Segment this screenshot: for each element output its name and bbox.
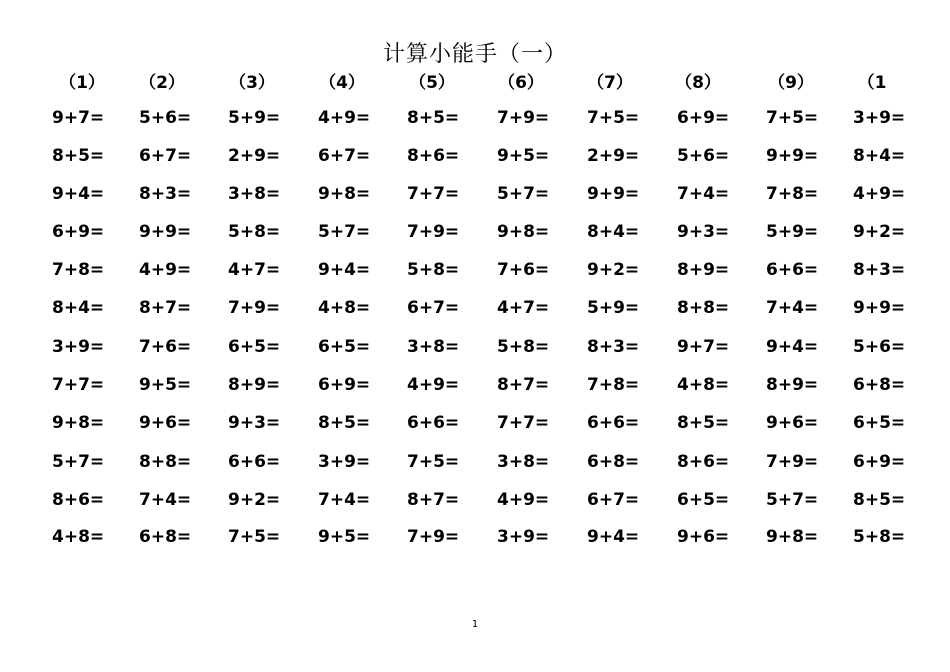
problem-cell: 8+5= (677, 413, 730, 433)
problem-cell: 5+7= (497, 184, 550, 204)
problem-cell: 6+5= (318, 337, 371, 357)
problem-cell: 3+8= (497, 452, 550, 472)
problem-cell: 7+4= (677, 184, 730, 204)
problem-cell: 6+6= (766, 260, 819, 280)
problem-cell: 5+7= (52, 452, 105, 472)
problem-cell: 5+7= (318, 222, 371, 242)
problem-cell: 8+9= (677, 260, 730, 280)
problem-cell: 3+8= (407, 337, 460, 357)
problem-cell: 6+9= (853, 452, 906, 472)
column-header-5: （5） (409, 73, 455, 93)
problem-cell: 3+9= (853, 108, 906, 128)
problem-cell: 6+9= (677, 108, 730, 128)
problem-cell: 7+9= (228, 298, 281, 318)
problem-cell: 9+8= (318, 184, 371, 204)
column-header-3: （3） (229, 73, 275, 93)
problem-cell: 8+3= (587, 337, 640, 357)
problem-cell: 5+8= (853, 527, 906, 547)
problem-cell: 6+7= (139, 146, 192, 166)
problem-cell: 7+9= (766, 452, 819, 472)
problem-cell: 9+6= (677, 527, 730, 547)
problem-cell: 8+5= (853, 490, 906, 510)
problem-cell: 9+9= (139, 222, 192, 242)
problem-cell: 7+9= (407, 222, 460, 242)
problem-cell: 8+7= (497, 375, 550, 395)
problem-cell: 4+9= (853, 184, 906, 204)
problem-cell: 7+5= (407, 452, 460, 472)
problem-cell: 7+7= (407, 184, 460, 204)
problem-cell: 4+8= (52, 527, 105, 547)
problem-cell: 6+9= (52, 222, 105, 242)
problem-cell: 5+6= (677, 146, 730, 166)
problem-cell: 9+2= (228, 490, 281, 510)
column-header-1: （1） (59, 73, 105, 93)
column-header-8: （8） (675, 73, 721, 93)
problem-cell: 9+4= (587, 527, 640, 547)
problem-cell: 9+3= (677, 222, 730, 242)
problem-cell: 9+8= (766, 527, 819, 547)
problem-cell: 4+8= (677, 375, 730, 395)
problem-cell: 9+4= (318, 260, 371, 280)
problem-cell: 9+9= (587, 184, 640, 204)
problem-cell: 5+7= (766, 490, 819, 510)
problem-cell: 5+9= (228, 108, 281, 128)
problem-cell: 5+8= (228, 222, 281, 242)
problem-cell: 7+8= (766, 184, 819, 204)
problem-cell: 4+9= (318, 108, 371, 128)
problem-cell: 4+9= (139, 260, 192, 280)
problem-cell: 2+9= (228, 146, 281, 166)
problem-cell: 6+7= (318, 146, 371, 166)
problem-cell: 7+4= (318, 490, 371, 510)
problem-cell: 7+7= (497, 413, 550, 433)
problem-cell: 8+3= (139, 184, 192, 204)
problem-cell: 9+5= (318, 527, 371, 547)
problem-cell: 5+9= (587, 298, 640, 318)
problem-cell: 8+9= (228, 375, 281, 395)
page-number: 1 (471, 619, 479, 630)
problem-cell: 8+9= (766, 375, 819, 395)
problem-cell: 8+8= (139, 452, 192, 472)
problem-cell: 9+6= (766, 413, 819, 433)
problem-cell: 7+5= (766, 108, 819, 128)
problem-cell: 3+9= (318, 452, 371, 472)
problem-cell: 7+6= (497, 260, 550, 280)
column-header-2: （2） (139, 73, 185, 93)
problem-cell: 5+9= (766, 222, 819, 242)
problem-cell: 5+6= (853, 337, 906, 357)
problem-cell: 4+9= (407, 375, 460, 395)
problem-cell: 9+5= (497, 146, 550, 166)
problem-cell: 8+5= (52, 146, 105, 166)
problem-cell: 8+7= (139, 298, 192, 318)
problem-cell: 9+4= (766, 337, 819, 357)
problem-cell: 4+9= (497, 490, 550, 510)
problem-cell: 8+7= (407, 490, 460, 510)
column-header-4: （4） (319, 73, 365, 93)
problem-cell: 8+4= (587, 222, 640, 242)
problem-cell: 8+3= (853, 260, 906, 280)
problem-cell: 7+8= (52, 260, 105, 280)
problem-cell: 6+8= (139, 527, 192, 547)
problem-cell: 9+8= (497, 222, 550, 242)
problem-cell: 6+6= (228, 452, 281, 472)
column-header-10: （1 (857, 73, 887, 93)
problem-cell: 7+4= (766, 298, 819, 318)
problem-cell: 3+9= (52, 337, 105, 357)
problem-cell: 3+9= (497, 527, 550, 547)
problem-cell: 5+8= (407, 260, 460, 280)
problem-cell: 8+4= (52, 298, 105, 318)
problem-cell: 4+7= (497, 298, 550, 318)
problem-cell: 9+7= (677, 337, 730, 357)
problem-cell: 7+6= (139, 337, 192, 357)
problem-cell: 9+8= (52, 413, 105, 433)
problem-cell: 7+8= (587, 375, 640, 395)
problem-cell: 5+6= (139, 108, 192, 128)
problem-cell: 9+2= (587, 260, 640, 280)
problem-cell: 6+7= (587, 490, 640, 510)
column-header-9: （9） (768, 73, 814, 93)
problem-cell: 9+4= (52, 184, 105, 204)
problem-cell: 8+6= (407, 146, 460, 166)
problem-cell: 6+5= (228, 337, 281, 357)
problem-cell: 4+7= (228, 260, 281, 280)
problem-cell: 7+5= (228, 527, 281, 547)
column-header-6: （6） (498, 73, 544, 93)
column-header-7: （7） (587, 73, 633, 93)
problem-cell: 7+5= (587, 108, 640, 128)
problem-cell: 9+6= (139, 413, 192, 433)
problem-cell: 6+9= (318, 375, 371, 395)
problem-cell: 9+9= (853, 298, 906, 318)
problem-cell: 8+5= (407, 108, 460, 128)
problem-cell: 7+9= (497, 108, 550, 128)
problem-cell: 8+5= (318, 413, 371, 433)
problem-cell: 7+4= (139, 490, 192, 510)
problem-cell: 9+2= (853, 222, 906, 242)
problem-cell: 6+6= (587, 413, 640, 433)
problem-cell: 9+9= (766, 146, 819, 166)
problem-cell: 8+4= (853, 146, 906, 166)
problem-cell: 6+6= (407, 413, 460, 433)
problem-cell: 4+8= (318, 298, 371, 318)
problem-cell: 8+6= (677, 452, 730, 472)
problem-cell: 6+5= (677, 490, 730, 510)
problem-cell: 3+8= (228, 184, 281, 204)
problem-cell: 2+9= (587, 146, 640, 166)
problem-cell: 6+7= (407, 298, 460, 318)
problem-cell: 7+7= (52, 375, 105, 395)
problem-cell: 8+6= (52, 490, 105, 510)
problem-cell: 6+8= (853, 375, 906, 395)
problem-cell: 6+5= (853, 413, 906, 433)
problem-cell: 9+5= (139, 375, 192, 395)
problem-cell: 6+8= (587, 452, 640, 472)
problem-cell: 5+8= (497, 337, 550, 357)
problem-cell: 7+9= (407, 527, 460, 547)
page-title: 计算小能手（一） (382, 42, 567, 67)
problem-cell: 9+7= (52, 108, 105, 128)
problem-cell: 8+8= (677, 298, 730, 318)
problem-cell: 9+3= (228, 413, 281, 433)
